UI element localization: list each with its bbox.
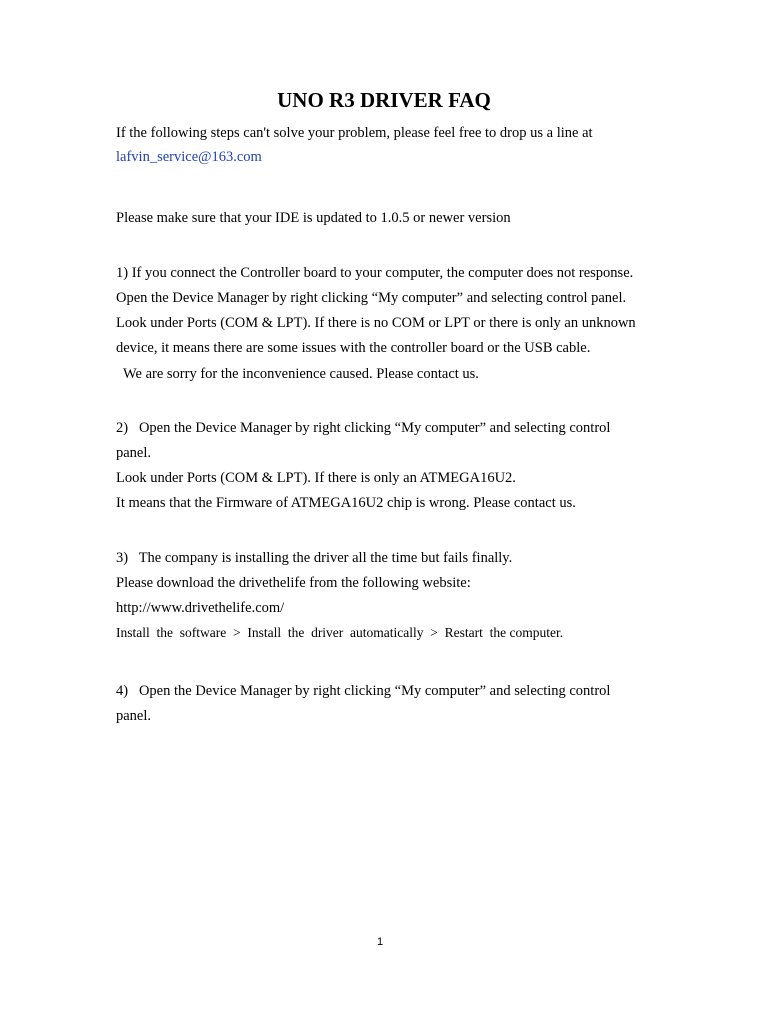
- faq-3-line-3[interactable]: http://www.drivethelife.com/: [116, 600, 285, 616]
- ide-note: Please make sure that your IDE is updated to 1.0.5 or newer version: [116, 210, 511, 226]
- faq-1-line-1: 1) If you connect the Controller board to your computer, the computer does not response.: [116, 265, 634, 281]
- faq-1-line-3: Look under Ports (COM & LPT). If there is no COM or LPT or there is only an unknown: [116, 315, 636, 331]
- faq-2-line-4: It means that the Firmware of ATMEGA16U2 chip is wrong. Please contact us.: [116, 495, 576, 511]
- document-title: UNO R3 DRIVER FAQ: [277, 88, 491, 112]
- faq-4-line-2: panel.: [116, 708, 152, 724]
- faq-1-line-2: Open the Device Manager by right clicking “My computer” and selecting control panel.: [116, 290, 627, 306]
- faq-4-line-1: 4) Open the Device Manager by right clicking “My computer” and selecting control: [116, 683, 611, 699]
- faq-2-line-2: panel.: [116, 445, 152, 461]
- page-number: 1: [376, 936, 384, 948]
- faq-1-line-5: We are sorry for the inconvenience caused. Please contact us.: [116, 366, 479, 382]
- email-link[interactable]: lafvin_service@163.com: [116, 149, 262, 165]
- faq-2-line-3: Look under Ports (COM & LPT). If there is only an ATMEGA16U2.: [116, 470, 516, 486]
- faq-3-line-2: Please download the drivethelife from the following website:: [116, 575, 471, 591]
- intro-line: If the following steps can't solve your problem, please feel free to drop us a line at: [116, 125, 593, 141]
- faq-3-line-4: Install the software > Install the driver automatically > Restart the computer.: [116, 625, 564, 640]
- faq-3-line-1: 3) The company is installing the driver all the time but fails finally.: [116, 550, 513, 566]
- faq-1-line-4: device, it means there are some issues with the controller board or the USB cable.: [116, 340, 591, 356]
- faq-2-line-1: 2) Open the Device Manager by right clicking “My computer” and selecting control: [116, 420, 611, 436]
